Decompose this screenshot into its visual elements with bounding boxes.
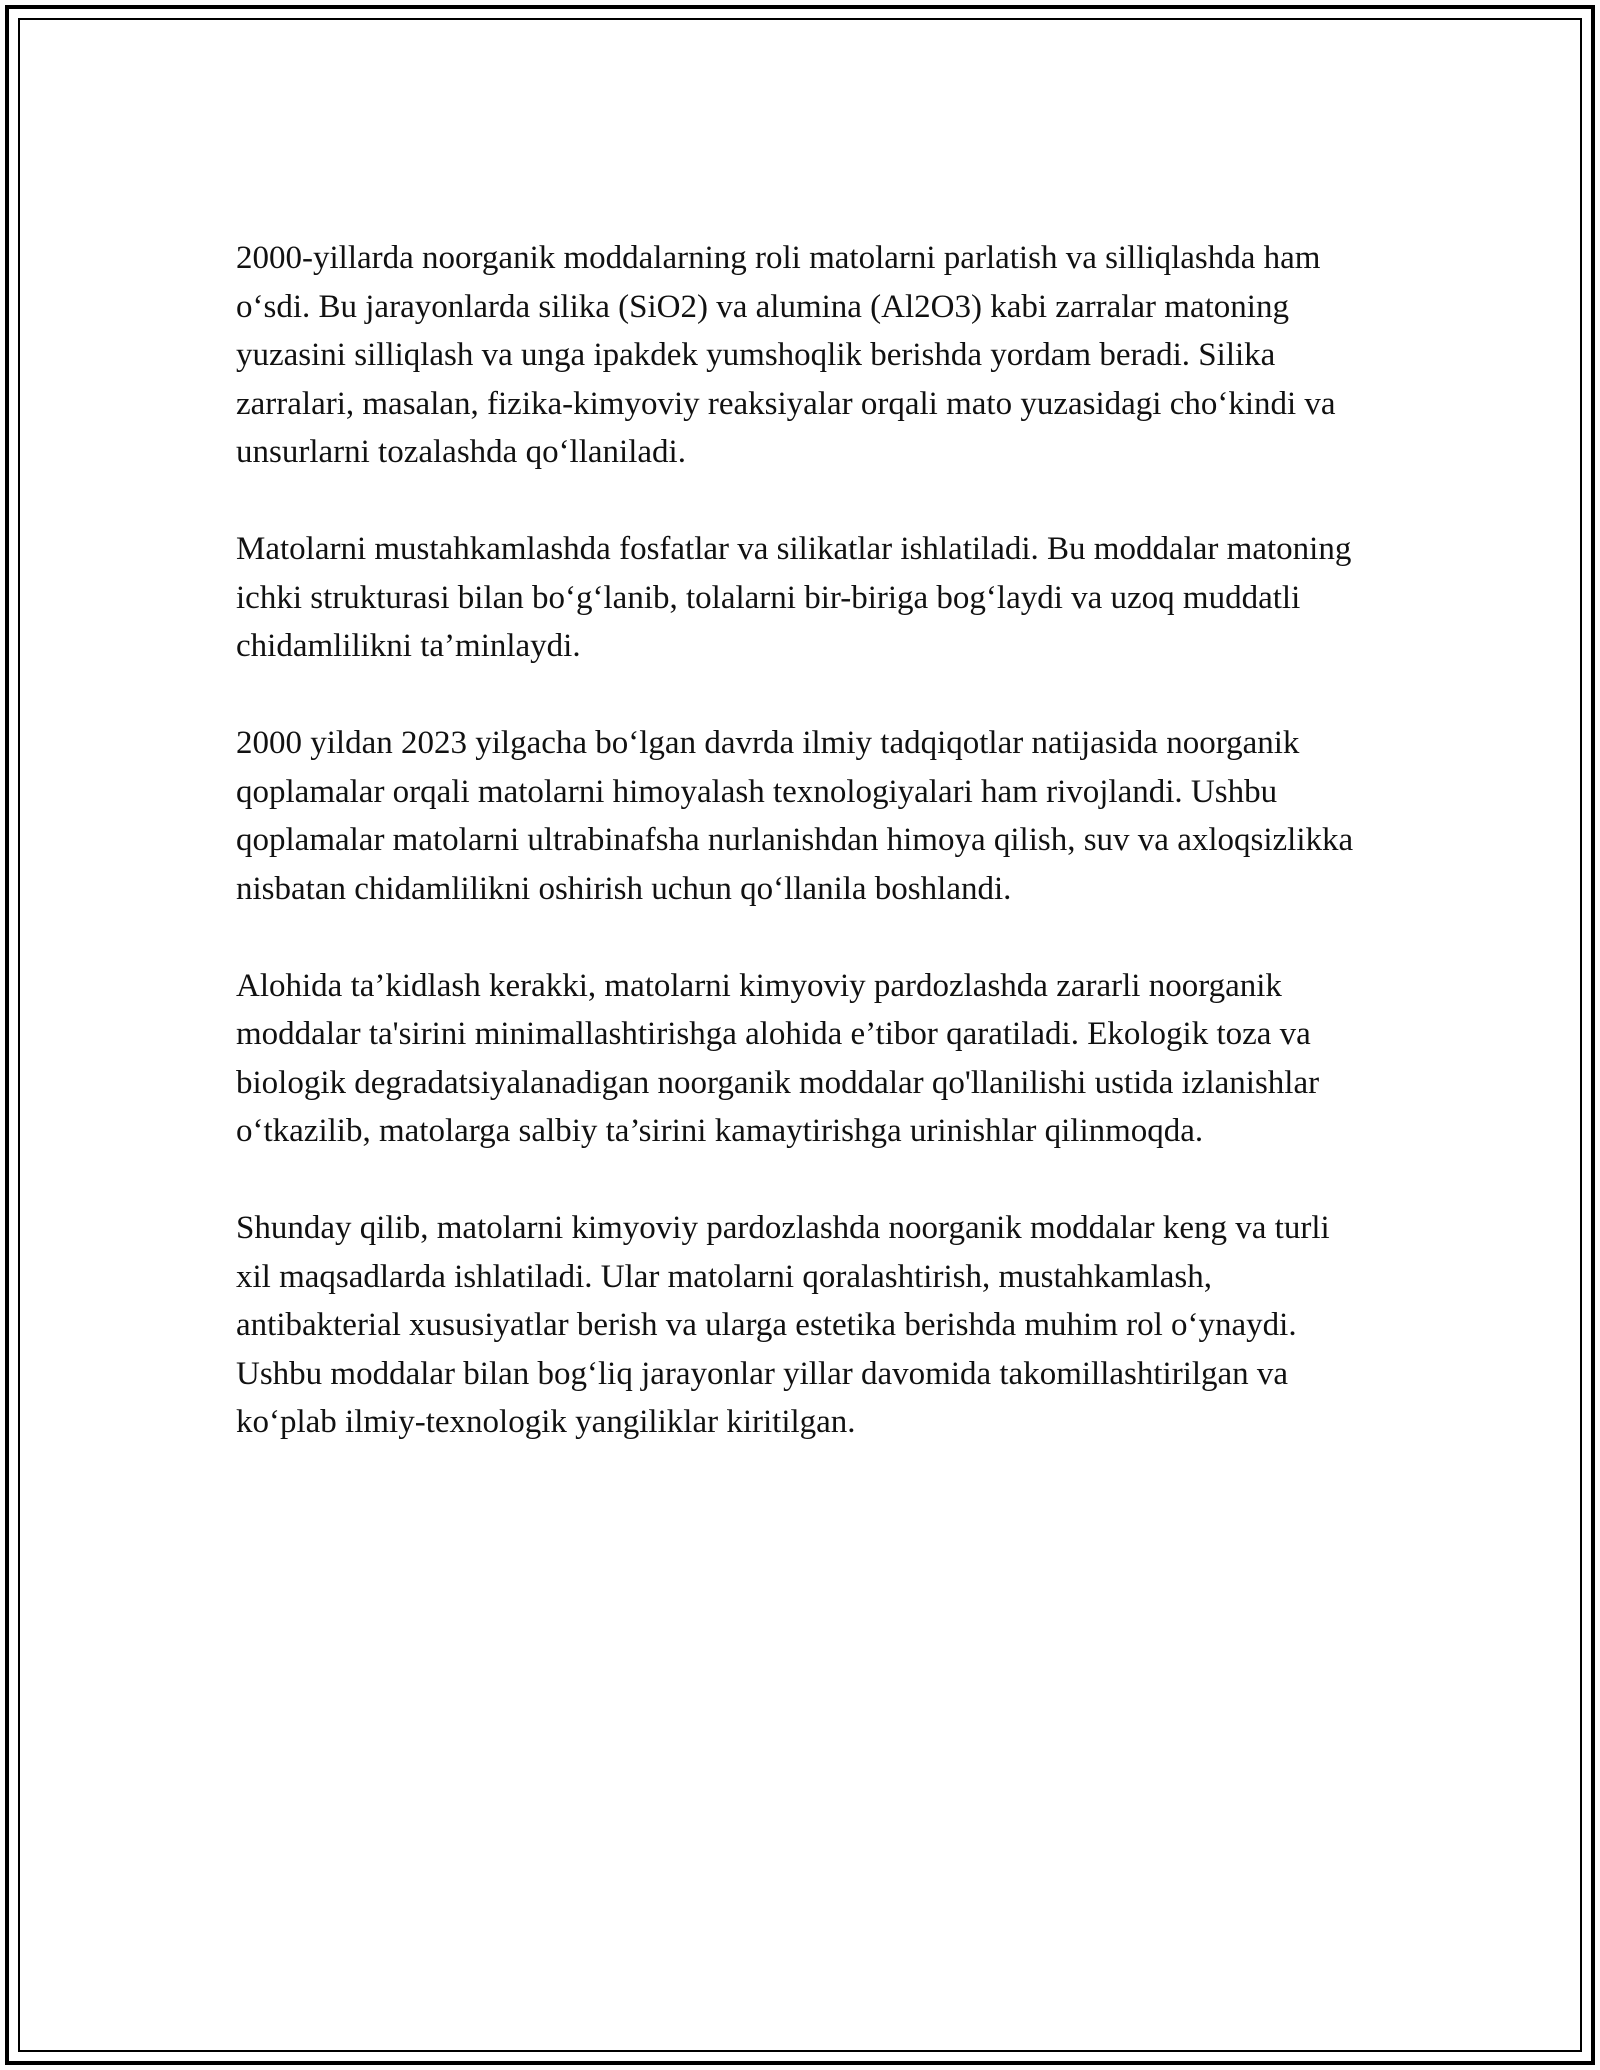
paragraph-4: Alohida ta’kidlash kerakki, matolarni kimyoviy pardozlashda zararli noorganik moddalar ta'sirini minimallashtirishga alohida e’tibor qaratiladi. Ekologik toza va biologik degradatsiyalanadigan noorganik moddalar qo'llanilishi ustida izlanishlar o‘tkazilib, matolarga salbiy ta’sirini kamaytirishga urinishlar qilinmoqda. [236,967,1320,1149]
paragraph-1: 2000-yillarda noorganik moddalarning roli matolarni parlatish va silliqlashda ham o‘sdi. Bu jarayonlarda silika (SiO2) va alumina (Al2O3) kabi zarralar matoning yuzasini silliqlash va unga ipakdek yumshoqlik berishda yordam beradi. Silika zarralari, masalan, fizika-kimyoviy reaksiyalar orqali mato yuzasidagi cho‘kindi va unsurlarni tozalashda qo‘llaniladi. [236,240,1336,470]
paragraph-5: Shunday qilib, matolarni kimyoviy pardozlashda noorganik moddalar keng va turli xil maqsadlarda ishlatiladi. Ular matolarni qoralashtirish, mustahkamlash, antibakterial xususiyatlar berish va ularga estetika berishda muhim rol o‘ynaydi. Ushbu moddalar bilan bog‘liq jarayonlar yillar davomida takomillashtirilgan va ko‘plab ilmiy-texnologik yangiliklar kiritilgan. [236,1210,1330,1440]
paragraph-3: 2000 yildan 2023 yilgacha bo‘lgan davrda ilmiy tadqiqotlar natijasida noorganik qoplamalar orqali matolarni himoyalash texnologiyalari ham rivojlandi. Ushbu qoplamalar matolarni ultrabinafsha nurlanishdan himoya qilish, suv va axloqsizlikka nisbatan chidamlilikni oshirish uchun qo‘llanila boshlandi. [236,725,1354,907]
document-body [236,234,1366,1495]
paragraph-2: Matolarni mustahkamlashda fosfatlar va silikatlar ishlatiladi. Bu moddalar matoning ichki strukturasi bilan bo‘g‘lanib, tolalarni bir-biriga bog‘laydi va uzoq muddatli chidamlilikni ta’minlaydi. [236,531,1352,664]
